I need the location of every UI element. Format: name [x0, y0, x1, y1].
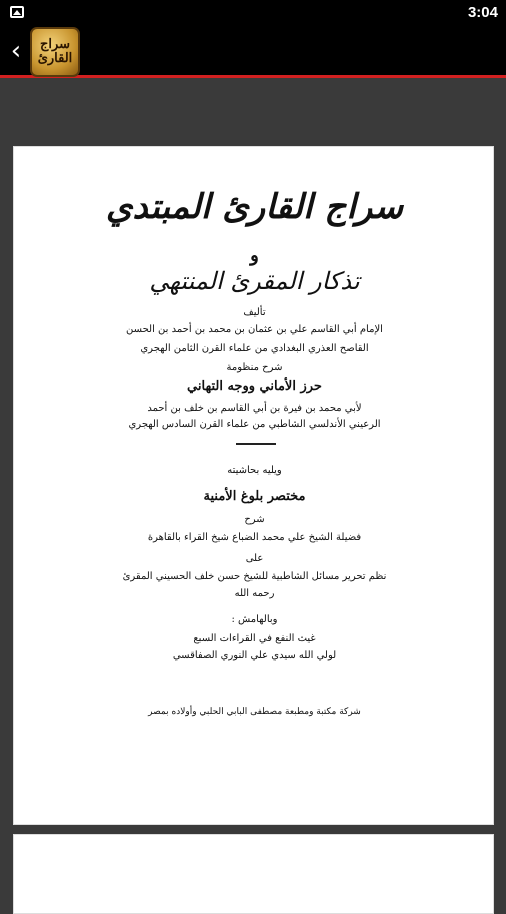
app-logo — [30, 27, 80, 77]
app-logo-text: سراج القارئ — [37, 37, 73, 66]
back-button[interactable]: ‹ — [10, 36, 22, 66]
title-conjunction: و — [250, 245, 259, 266]
author-line-1: الإمام أبي القاسم علي بن عثمان بن محمد بن أحمد بن الحسن — [126, 324, 383, 335]
appendix-ala: على — [245, 553, 264, 564]
book-title-page — [13, 146, 494, 825]
document-viewer[interactable] — [0, 81, 506, 900]
appendix-author: فضيلة الشيخ علي محمد الضباع شيخ القراء بالقاهرة — [147, 532, 362, 543]
author-intro: تأليف — [243, 307, 266, 318]
appendix-title: مختصر بلوغ الأمنية — [203, 489, 306, 504]
author-line-2: القاصح العذري البغدادي من علماء القرن الثامن الهجري — [140, 343, 369, 354]
appendix-intro: ويليه بحاشيته — [227, 465, 282, 476]
divider — [236, 443, 276, 445]
appendix-sharh: شرح — [244, 514, 265, 525]
status-clock: 3:04 — [467, 4, 498, 21]
margin-line-2: لولي الله سيدي علي النوري الصفاقسي — [172, 650, 337, 661]
book-subtitle: تذكار المقرئ المنتهي — [149, 267, 360, 295]
next-page — [13, 834, 494, 914]
margin-intro: وبالهامش : — [231, 614, 278, 625]
poet-line-2: الرعيني الأندلسي الشاطبي من علماء القرن السادس الهجري — [128, 419, 381, 430]
appendix-poem: نظم تحرير مسائل الشاطبية للشيخ حسن خلف الحسيني المقرئ — [122, 571, 387, 582]
app-bar — [0, 25, 506, 78]
commentary-of: شرح منظومة — [226, 362, 283, 373]
publisher-line: شركة مكتبة ومطبعة مصطفى البابي الحلبي وأولاده بمصر — [148, 707, 361, 717]
image-notification-icon — [10, 6, 24, 18]
poet-line-1: لأبي محمد بن فيرة بن أبي القاسم بن خلف بن أحمد — [147, 403, 362, 414]
appendix-rahimahu: رحمه الله — [234, 588, 275, 599]
poem-title: حرز الأماني ووجه التهاني — [187, 379, 322, 394]
margin-line-1: غيث النفع في القراءات السبع — [193, 633, 316, 644]
status-bar — [0, 0, 506, 25]
book-title: سراج القارئ المبتدي — [105, 187, 404, 227]
